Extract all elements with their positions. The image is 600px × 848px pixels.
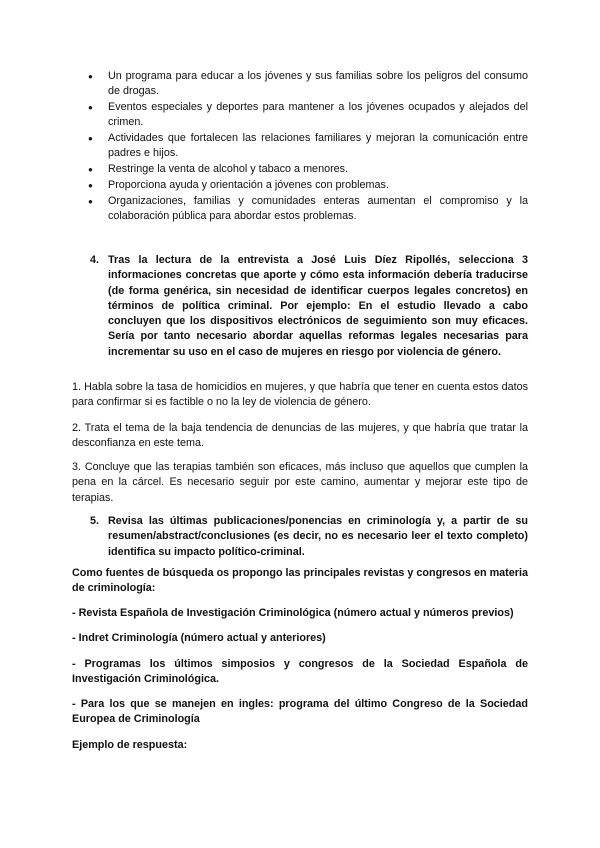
question-5-text: Revisa las últimas publicaciones/ponencias en criminología y, a partir de su resumen/abstract/conclusiones (es decir, no es necesario leer el texto completo) identifica su impacto político-criminal.: [108, 515, 528, 558]
question-4-number: 4.: [90, 254, 100, 266]
answer-4-item-3: 3. Concluye que las terapias también son eficaces, más incluso que aquellos que cumplen la pena en la cárcel. Es necesario seguir por este camino, aumentar y mejorar este tipo de terapias.: [72, 461, 528, 504]
example-label: Ejemplo de respuesta:: [72, 739, 188, 751]
prevention-bullet-list: [88, 69, 528, 225]
answer-4-item-2: 2. Trata el tema de la baja tendencia de denuncias de las mujeres, y que habría que tratar la desconfianza en este tema.: [72, 422, 528, 450]
source-item: - Revista Española de Investigación Criminológica (número actual y números previos): [72, 607, 514, 619]
bullet-item: ● Un programa para educar a los jóvenes y sus familias sobre los peligros del consumo de drogas.: [88, 69, 528, 99]
bullet-item: ● Proporciona ayuda y orientación a jóvenes con problemas.: [88, 178, 528, 193]
bullet-item: ● Restringe la venta de alcohol y tabaco a menores.: [88, 162, 528, 177]
bullet-item: ● Eventos especiales y deportes para mantener a los jóvenes ocupados y alejados del crimen.: [88, 100, 528, 130]
question-4-text: Tras la lectura de la entrevista a José Luis Díez Ripollés, selecciona 3 informaciones concretas que aporte y cómo esta información debería traducirse (de forma genérica, sin necesidad de identificar cuerpos legales concretos) en términos de política criminal. Por ejemplo: En el estudio llevado a cabo concluyen que los dispositivos electrónicos de seguimiento son muy eficaces. Sería por tanto necesario abordar aquellas reformas legales necesarias para incrementar su uso en el caso de mujeres en riesgo por violencia de género.: [108, 254, 528, 358]
sources-intro: Como fuentes de búsqueda os propongo las principales revistas y congresos en materia de criminología:: [72, 567, 528, 595]
answer-4-item-1: 1. Habla sobre la tasa de homicidios en mujeres, y que habría que tener en cuenta estos datos para confirmar si es factible o no la ley de violencia de género.: [72, 381, 528, 409]
source-item: - Programas los últimos simposios y congresos de la Sociedad Española de Investigación Criminológica.: [72, 658, 528, 686]
question-5-number: 5.: [90, 515, 100, 527]
source-item: - Indret Criminología (número actual y anteriores): [72, 632, 326, 644]
bullet-item: ● Organizaciones, familias y comunidades enteras aumentan el compromiso y la colaboración pública para abordar estos problemas.: [88, 194, 528, 224]
question-5: [90, 514, 528, 560]
question-4: [90, 253, 528, 360]
source-item: - Para los que se manejen en ingles: programa del último Congreso de la Sociedad Europea de Criminología: [72, 698, 528, 726]
bullet-item: ● Actividades que fortalecen las relaciones familiares y mejoran la comunicación entre padres e hijos.: [88, 131, 528, 161]
